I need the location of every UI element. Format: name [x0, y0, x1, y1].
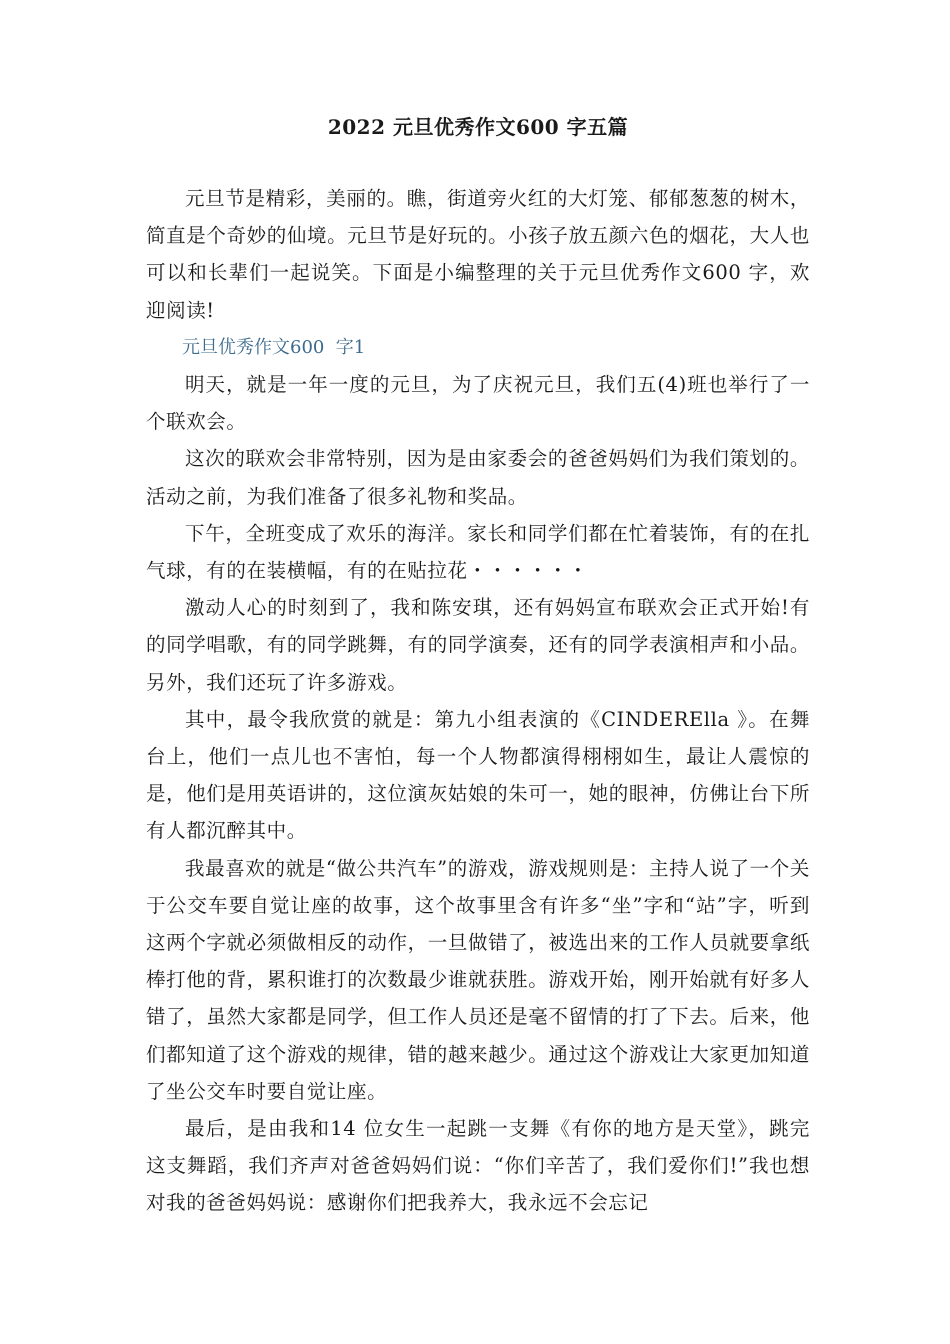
- section-heading: 元旦优秀作文600 字1: [182, 336, 366, 358]
- body-paragraph: 其中，最令我欣赏的就是：第九小组表演的《CINDERElla 》。在舞台上，他们一点儿也不害怕，每一个人物都演得栩栩如生，最让人震惊的是，他们是用英语讲的，这位演灰姑娘的朱可一，她的眼神，仿佛让台下所有人都沉醉其中。: [146, 707, 810, 843]
- body-paragraph: 这次的联欢会非常特别，因为是由家委会的爸爸妈妈们为我们策划的。活动之前，为我们准备了很多礼物和奖品。: [146, 447, 810, 508]
- body-paragraph: 明天，就是一年一度的元旦，为了庆祝元旦，我们五(4)班也举行了一个联欢会。: [146, 373, 810, 434]
- intro-paragraph: 元旦节是精彩，美丽的。瞧，街道旁火红的大灯笼、郁郁葱葱的树木，简直是个奇妙的仙境。元旦节是好玩的。小孩子放五颜六色的烟花，大人也可以和长辈们一起说笑。下面是小编整理的关于元旦优秀作文600 字，欢迎阅读!: [146, 187, 810, 322]
- body-paragraph: 下午，全班变成了欢乐的海洋。家长和同学们都在忙着装饰，有的在扎气球，有的在装横幅，有的在贴拉花・・・・・・: [146, 521, 810, 583]
- document-title: 2022 元旦优秀作文600 字五篇: [327, 115, 629, 139]
- body-paragraph: 激动人心的时刻到了，我和陈安琪，还有妈妈宣布联欢会正式开始!有的同学唱歌，有的同学跳舞，有的同学演奏，还有的同学表演相声和小品。另外，我们还玩了许多游戏。: [146, 596, 810, 694]
- document-page: [146, 110, 810, 1222]
- body-paragraph: 我最喜欢的就是“做公共汽车”的游戏，游戏规则是：主持人说了一个关于公交车要自觉让座的故事，这个故事里含有许多“坐”字和“站”字，听到这两个字就必须做相反的动作，一旦做错了，被选出来的工作人员就要拿纸棒打他的背，累积谁打的次数最少谁就获胜。游戏开始，刚开始就有好多人错了，虽然大家都是同学，但工作人员还是毫不留情的打了下去。后来，他们都知道了这个游戏的规律，错的越来越少。通过这个游戏让大家更加知道了坐公交车时要自觉让座。: [146, 856, 810, 1103]
- body-paragraph: 最后，是由我和14 位女生一起跳一支舞《有你的地方是天堂》，跳完这支舞蹈，我们齐声对爸爸妈妈们说：“你们辛苦了，我们爱你们!”我也想对我的爸爸妈妈说：感谢你们把我养大，我永远不会忘记: [146, 1117, 810, 1215]
